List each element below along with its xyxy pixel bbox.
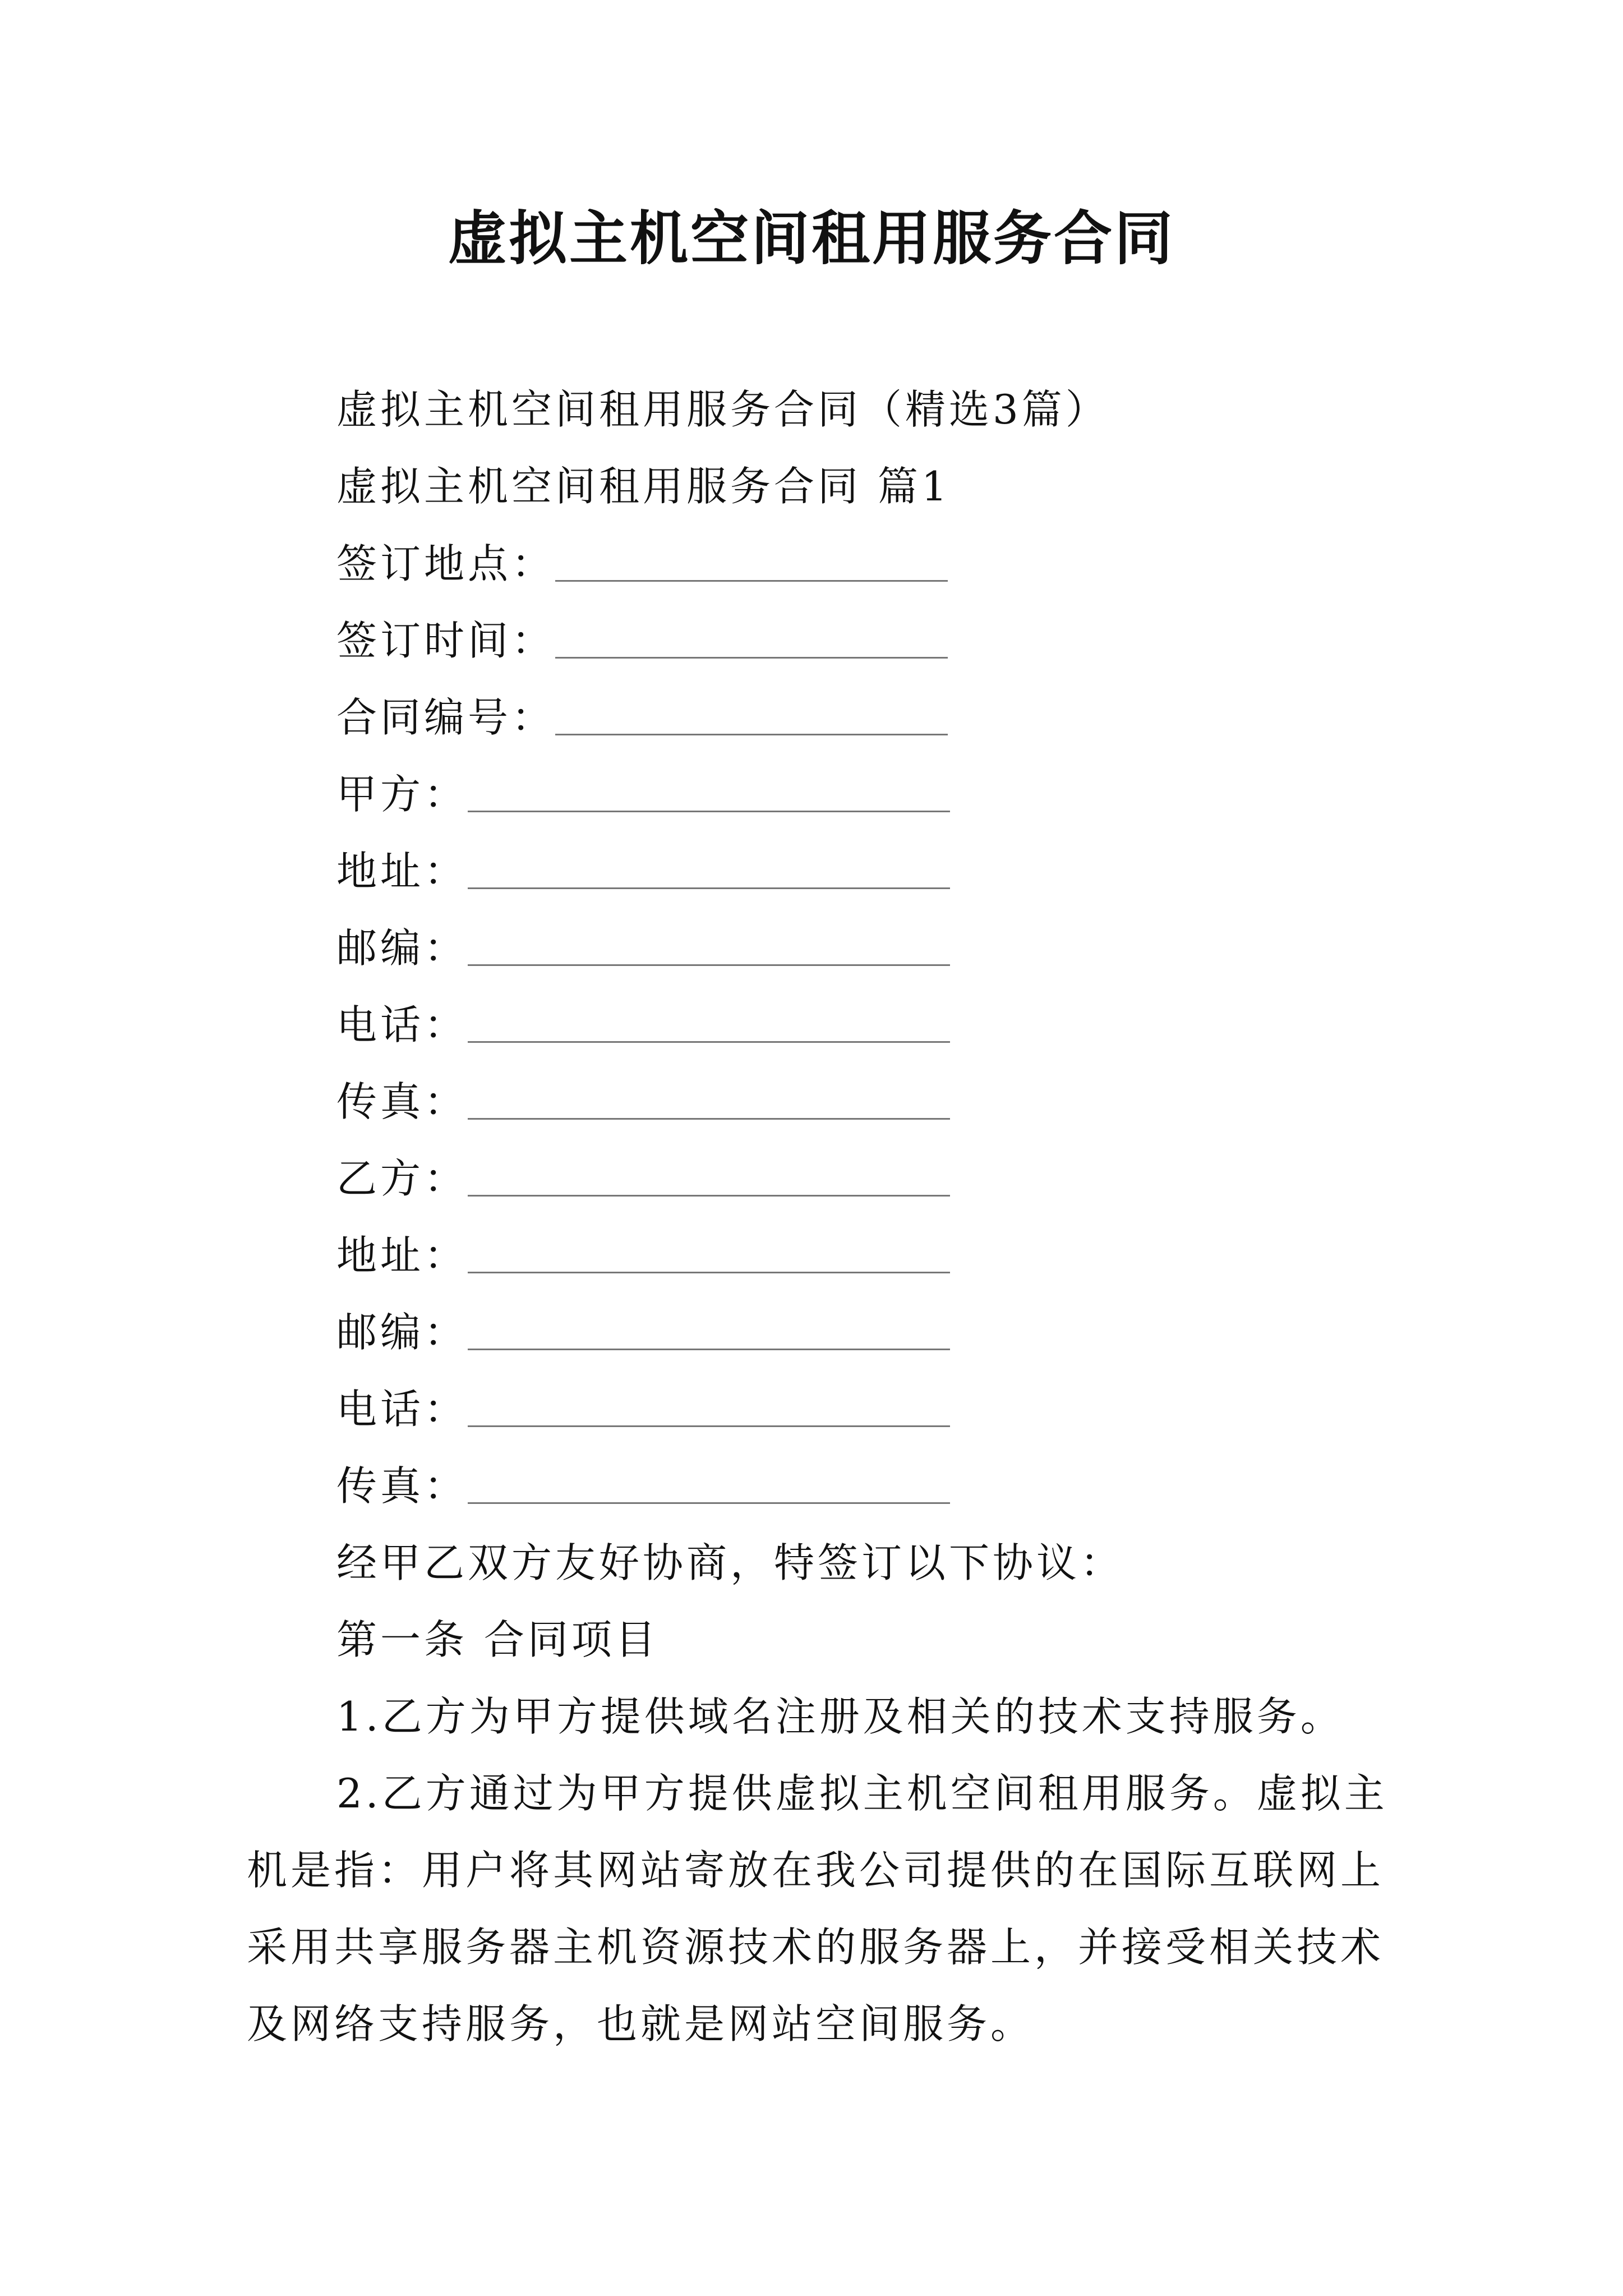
fill-in-blank <box>468 811 950 812</box>
field-party-b-postcode <box>336 1304 950 1360</box>
field-signing-date <box>336 613 948 669</box>
fill-in-blank <box>555 734 948 735</box>
article-heading: 第一条 合同项目 <box>336 1616 659 1663</box>
clause-2-line: 及网络支持服务，也就是网站空间服务。 <box>247 2000 1035 2047</box>
field-signing-place <box>336 536 948 592</box>
fill-in-blank <box>468 1195 950 1197</box>
clause-2-line: 采用共享服务器主机资源技术的服务器上，并接受相关技术 <box>247 1924 1385 1971</box>
fill-in-blank <box>468 1349 950 1350</box>
clause-2-line: 机是指：用户将其网站寄放在我公司提供的在国际互联网上 <box>247 1847 1385 1894</box>
field-party-b-phone <box>336 1381 950 1437</box>
fill-in-blank <box>468 1272 950 1273</box>
document-title: 虚拟主机空间租用服务合同 <box>448 204 1175 273</box>
fill-in-blank <box>468 1118 950 1120</box>
fill-in-blank <box>468 964 950 966</box>
field-label: 地址： <box>336 848 468 895</box>
field-label: 传真： <box>336 1078 468 1125</box>
field-party-a <box>336 766 950 822</box>
field-label: 电话： <box>336 1001 468 1048</box>
fill-in-blank <box>468 887 950 889</box>
field-party-a-fax <box>336 1074 950 1130</box>
field-party-b <box>336 1151 950 1207</box>
field-label: 电话： <box>336 1386 468 1433</box>
field-contract-number <box>336 689 948 746</box>
field-label: 邮编： <box>336 1309 468 1356</box>
field-label: 传真： <box>336 1462 468 1510</box>
fill-in-blank <box>555 657 948 659</box>
document-subtitle: 虚拟主机空间租用服务合同（精选3篇） <box>336 386 1109 433</box>
field-party-b-fax <box>336 1458 950 1514</box>
field-label: 邮编： <box>336 924 468 972</box>
fill-in-blank <box>555 580 948 582</box>
field-label: 地址： <box>336 1232 468 1279</box>
field-party-a-address <box>336 843 950 899</box>
fill-in-blank <box>468 1041 950 1043</box>
field-party-b-address <box>336 1227 950 1283</box>
intro-paragraph: 经甲乙双方友好协商，特签订以下协议： <box>336 1539 1124 1586</box>
field-party-a-postcode <box>336 920 950 976</box>
field-label: 甲方： <box>336 771 468 818</box>
field-party-a-phone <box>336 997 950 1053</box>
clause-1: 1.乙方为甲方提供域名注册及相关的技术支持服务。 <box>336 1693 1344 1740</box>
clause-2-line: 2.乙方通过为甲方提供虚拟主机空间租用服务。虚拟主 <box>336 1770 1388 1817</box>
fill-in-blank <box>468 1502 950 1504</box>
section-heading: 虚拟主机空间租用服务合同 篇1 <box>336 463 951 510</box>
field-label: 签订地点： <box>336 540 556 587</box>
field-label: 签订时间： <box>336 617 556 664</box>
field-label: 合同编号： <box>336 694 556 741</box>
field-label: 乙方： <box>336 1155 468 1202</box>
fill-in-blank <box>468 1425 950 1427</box>
